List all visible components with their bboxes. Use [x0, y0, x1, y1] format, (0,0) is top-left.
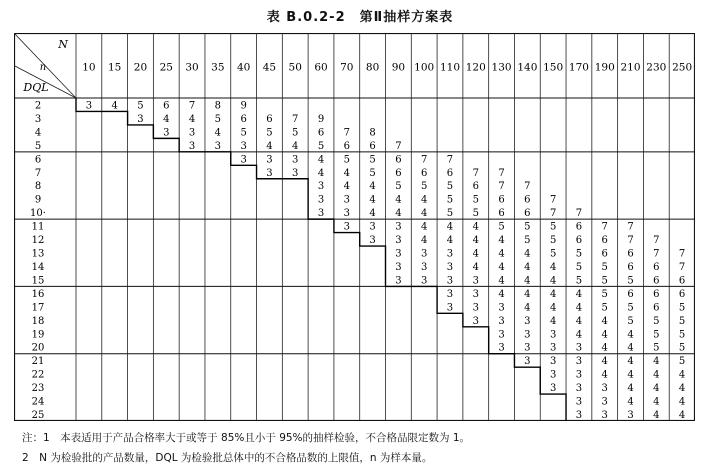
cell-value: 7 — [395, 140, 402, 152]
column-header: 150 — [543, 61, 564, 74]
cell-value: 3 — [549, 383, 557, 395]
cell-value: 5 — [369, 154, 376, 166]
cell-value: 4 — [343, 167, 350, 179]
cell-value: 6 — [524, 208, 531, 220]
column-header: 110 — [439, 61, 461, 74]
cell-value: 5 — [549, 235, 557, 247]
column-header: 40 — [236, 61, 251, 74]
cell-value: 3 — [240, 154, 247, 166]
cell-value: 4 — [627, 356, 634, 368]
cell-value: 3 — [369, 221, 376, 233]
row-label: 7 — [34, 167, 42, 179]
cell-value: 4 — [498, 248, 505, 260]
cell-value: 3 — [575, 396, 583, 408]
cell-value: 5 — [678, 329, 686, 341]
cell-value: 6 — [653, 275, 660, 287]
cell-value: 3 — [601, 383, 608, 395]
cell-value: 3 — [498, 329, 505, 341]
cell-value: 3 — [395, 248, 402, 260]
cell-value: 5 — [498, 221, 505, 233]
column-header: 250 — [672, 61, 693, 74]
cell-value: 5 — [653, 329, 660, 341]
cell-value: 6 — [369, 140, 376, 152]
column-header: 140 — [517, 61, 538, 74]
column-headers — [82, 62, 692, 74]
cell-value: 3 — [549, 369, 557, 381]
corner-label-n-lower: n — [39, 62, 47, 73]
cell-value: 3 — [524, 356, 531, 368]
cell-value: 3 — [601, 396, 608, 408]
cell-value: 4 — [498, 261, 505, 273]
cell-value: 3 — [446, 248, 454, 260]
cell-value: 3 — [575, 410, 583, 421]
cell-value: 4 — [421, 208, 428, 220]
cell-value: 6 — [575, 221, 583, 233]
cell-value: 6 — [678, 288, 686, 300]
cell-value: 4 — [524, 288, 531, 300]
cell-value: 3 — [524, 342, 531, 354]
cell-value: 3 — [240, 140, 247, 152]
table-frame — [15, 34, 695, 421]
cell-value: 3 — [446, 261, 454, 273]
cell-value: 3 — [163, 127, 170, 139]
row-label: 18 — [31, 315, 45, 327]
footnote-1: 注：1 本表适用于产品合格率大于或等于 85%且小于 95%的抽样检验，不合格品限定数为 1。 — [22, 432, 471, 444]
cell-value: 5 — [653, 342, 660, 354]
cell-value: 3 — [317, 208, 325, 220]
cell-value: 5 — [472, 208, 479, 220]
corner-label-dql: DQL — [23, 81, 49, 94]
cell-value: 3 — [575, 356, 583, 368]
cell-value: 4 — [627, 383, 634, 395]
cell-value: 5 — [137, 100, 144, 112]
cell-value: 5 — [575, 275, 583, 287]
cell-value: 4 — [678, 396, 686, 408]
cell-value: 6 — [575, 235, 583, 247]
cell-value: 4 — [472, 248, 479, 260]
cell-value: 4 — [524, 275, 531, 287]
column-header: 30 — [185, 61, 199, 74]
cell-value: 3 — [292, 167, 299, 179]
cell-value: 4 — [549, 288, 557, 300]
cell-value: 3 — [524, 329, 531, 341]
cell-value: 5 — [549, 221, 557, 233]
row-label: 23 — [31, 383, 45, 395]
cell-value: 4 — [369, 194, 376, 206]
row-label: 2 — [34, 100, 42, 112]
row-label: 14 — [31, 261, 45, 273]
cell-value: 5 — [549, 248, 557, 260]
cell-value: 6 — [678, 275, 686, 287]
cell-value: 4 — [446, 235, 454, 247]
cell-value: 4 — [575, 315, 583, 327]
cell-value: 3 — [601, 410, 608, 421]
cell-value: 4 — [421, 194, 428, 206]
cell-value: 3 — [575, 383, 583, 395]
cell-value: 5 — [653, 315, 660, 327]
cell-value: 3 — [343, 221, 350, 233]
row-label: 24 — [31, 396, 45, 408]
cell-value: 3 — [472, 288, 479, 300]
cell-value: 4 — [653, 369, 660, 381]
cell-value: 4 — [266, 140, 273, 152]
cell-value: 4 — [549, 315, 557, 327]
cell-value: 5 — [446, 181, 454, 193]
cell-value: 9 — [317, 113, 325, 125]
cell-value: 3 — [317, 181, 325, 193]
cell-value: 7 — [653, 235, 660, 247]
cell-value: 7 — [446, 154, 454, 166]
row-label: 20 — [31, 342, 45, 354]
row-label: 3 — [34, 113, 42, 125]
cell-value: 5 — [601, 275, 608, 287]
cell-value: 5 — [292, 127, 299, 139]
cell-value: 5 — [421, 181, 428, 193]
column-header: 50 — [288, 61, 302, 74]
cell-value: 4 — [678, 383, 686, 395]
cell-value: 3 — [343, 194, 350, 206]
cell-value: 7 — [472, 167, 479, 179]
cell-value: 4 — [214, 127, 222, 139]
cell-value: 4 — [575, 329, 583, 341]
row-label: 16 — [31, 288, 45, 300]
cell-value: 7 — [627, 235, 634, 247]
cell-value: 6 — [601, 248, 608, 260]
cell-value: 5 — [446, 194, 454, 206]
cell-value: 4 — [292, 140, 299, 152]
cell-value: 3 — [575, 369, 583, 381]
row-label: 12 — [31, 235, 45, 247]
cell-value: 3 — [395, 235, 402, 247]
column-header: 190 — [594, 61, 615, 74]
cell-value: 3 — [498, 342, 505, 354]
cell-value: 6 — [653, 302, 660, 314]
cell-value: 3 — [549, 356, 557, 368]
cell-value: 4 — [524, 302, 531, 314]
cell-value: 5 — [472, 194, 479, 206]
cell-value: 5 — [601, 261, 608, 273]
cell-value: 3 — [421, 248, 428, 260]
cell-value: 3 — [472, 302, 479, 314]
cell-value: 5 — [446, 208, 454, 220]
cell-value: 4 — [601, 356, 608, 368]
cell-value: 5 — [601, 302, 608, 314]
corner-label-n-upper: N — [58, 38, 68, 51]
cell-value: 4 — [549, 261, 557, 273]
cell-value: 6 — [317, 127, 325, 139]
column-header: 70 — [340, 61, 354, 74]
cell-value: 5 — [524, 235, 531, 247]
column-header: 210 — [620, 61, 641, 74]
column-header: 100 — [414, 61, 435, 74]
cell-value: 3 — [549, 342, 557, 354]
cell-value: 6 — [524, 194, 531, 206]
cell-value: 3 — [575, 342, 583, 354]
cell-value: 4 — [653, 356, 660, 368]
cell-value: 3 — [214, 140, 222, 152]
cell-value: 6 — [395, 154, 402, 166]
cell-value: 3 — [395, 261, 402, 273]
cell-value: 3 — [292, 154, 299, 166]
cell-value: 5 — [317, 140, 325, 152]
cell-value: 3 — [369, 235, 376, 247]
row-label: 13 — [31, 248, 45, 260]
cell-value: 5 — [678, 302, 686, 314]
cell-value: 5 — [524, 221, 531, 233]
cell-value: 6 — [395, 167, 402, 179]
cell-value: 4 — [163, 113, 170, 125]
cell-value: 4 — [421, 235, 428, 247]
column-header: 15 — [108, 61, 122, 74]
cell-value: 5 — [343, 154, 350, 166]
cell-value: 4 — [601, 369, 608, 381]
cell-value: 4 — [343, 181, 350, 193]
cell-value: 7 — [498, 167, 505, 179]
cell-value: 5 — [395, 181, 402, 193]
cell-value: 5 — [627, 275, 634, 287]
cell-value: 3 — [188, 140, 196, 152]
cell-value: 3 — [85, 100, 93, 112]
cell-value: 3 — [343, 208, 350, 220]
table-grid — [14, 33, 695, 421]
row-label: 15 — [31, 275, 45, 287]
cell-value: 4 — [395, 208, 402, 220]
cell-value: 3 — [395, 275, 402, 287]
cell-value: 4 — [601, 342, 608, 354]
cell-value: 4 — [627, 369, 634, 381]
column-header: 80 — [365, 61, 380, 74]
cell-value: 4 — [446, 221, 454, 233]
cell-value: 7 — [678, 261, 686, 273]
row-label: 19 — [31, 329, 45, 341]
cell-value: 3 — [524, 315, 531, 327]
row-label: 22 — [31, 369, 45, 381]
cell-value: 4 — [549, 302, 557, 314]
cell-value: 5 — [627, 302, 634, 314]
cell-value: 4 — [498, 235, 505, 247]
table-title: 表 B.0.2-2 第Ⅱ抽样方案表 — [266, 10, 454, 25]
row-label: 8 — [34, 181, 42, 193]
cell-value: 4 — [627, 329, 634, 341]
cell-value: 3 — [421, 261, 428, 273]
cell-value: 7 — [498, 181, 505, 193]
cell-value: 6 — [163, 100, 170, 112]
cell-value: 3 — [137, 113, 144, 125]
row-label: 25 — [31, 410, 45, 421]
cell-value: 4 — [421, 221, 428, 233]
row-label: 10· — [30, 208, 46, 220]
row-label: 21 — [31, 356, 45, 368]
cell-value: 7 — [678, 248, 686, 260]
cell-value: 3 — [627, 410, 634, 421]
cell-value: 6 — [472, 181, 479, 193]
cell-value: 7 — [575, 208, 583, 220]
column-header: 10 — [82, 61, 96, 74]
cell-value: 5 — [601, 288, 608, 300]
cell-value: 6 — [627, 261, 634, 273]
cell-value: 4 — [317, 154, 325, 166]
cell-value: 4 — [498, 288, 505, 300]
cell-value: 5 — [627, 315, 634, 327]
row-label: 4 — [34, 127, 42, 139]
cell-value: 7 — [524, 181, 531, 193]
cell-value: 4 — [549, 275, 557, 287]
cell-value: 6 — [653, 261, 660, 273]
cell-value: 3 — [472, 275, 479, 287]
cell-value: 6 — [627, 248, 634, 260]
column-header: 170 — [568, 61, 589, 74]
cell-value: 4 — [575, 288, 583, 300]
column-header: 60 — [314, 61, 328, 74]
cell-value: 5 — [266, 127, 273, 139]
cell-value: 4 — [653, 383, 660, 395]
cell-value: 6 — [240, 113, 247, 125]
cell-value: 3 — [317, 194, 325, 206]
cell-value: 4 — [111, 100, 118, 112]
cell-value: 6 — [343, 140, 350, 152]
cell-value: 4 — [317, 167, 325, 179]
cell-value: 4 — [601, 315, 608, 327]
cell-value: 6 — [498, 208, 505, 220]
cell-value: 4 — [498, 275, 505, 287]
column-header: 25 — [159, 61, 173, 74]
cell-value: 7 — [549, 194, 557, 206]
cell-value: 6 — [421, 167, 428, 179]
cell-value: 5 — [678, 342, 686, 354]
cell-value: 6 — [627, 288, 634, 300]
column-header: 130 — [491, 61, 512, 74]
cell-value: 7 — [601, 221, 608, 233]
cell-value: 3 — [395, 221, 402, 233]
row-label: 5 — [34, 140, 42, 152]
column-header: 90 — [391, 61, 406, 74]
row-labels — [30, 100, 46, 421]
cell-value: 9 — [240, 100, 247, 112]
cell-value: 4 — [627, 396, 634, 408]
cell-value: 6 — [653, 288, 660, 300]
cell-value: 5 — [575, 261, 583, 273]
row-label: 11 — [31, 221, 45, 233]
cell-value: 3 — [446, 275, 454, 287]
cell-value: 6 — [446, 167, 454, 179]
row-label: 17 — [31, 302, 45, 314]
cell-value: 6 — [498, 194, 505, 206]
column-header: 45 — [262, 61, 277, 74]
cell-value: 4 — [472, 235, 479, 247]
cell-value: 5 — [678, 356, 686, 368]
cell-value: 4 — [472, 221, 479, 233]
cell-value: 7 — [653, 248, 660, 260]
cell-value: 4 — [524, 261, 531, 273]
cell-value: 5 — [240, 127, 247, 139]
cell-value: 3 — [498, 315, 505, 327]
cell-value: 7 — [292, 113, 299, 125]
cell-value: 4 — [472, 261, 479, 273]
cell-value: 7 — [188, 100, 196, 112]
column-header: 35 — [211, 61, 225, 74]
cell-value: 7 — [627, 221, 634, 233]
cell-value: 8 — [369, 127, 376, 139]
cell-value: 5 — [678, 315, 686, 327]
cell-value: 7 — [421, 154, 428, 166]
cell-value: 4 — [369, 208, 376, 220]
cell-value: 4 — [395, 194, 402, 206]
cell-value: 6 — [601, 235, 608, 247]
cell-value: 4 — [678, 369, 686, 381]
row-label: 6 — [34, 154, 42, 166]
cell-value: 8 — [214, 100, 222, 112]
cell-value: 3 — [188, 127, 196, 139]
cell-value: 3 — [266, 167, 273, 179]
cell-value: 4 — [678, 410, 686, 421]
cell-value: 4 — [524, 248, 531, 260]
cell-value: 4 — [188, 113, 196, 125]
cell-value: 3 — [446, 288, 454, 300]
cell-value: 7 — [343, 127, 350, 139]
cell-value: 5 — [214, 113, 222, 125]
cell-value: 7 — [549, 208, 557, 220]
sampling-plan-table — [14, 33, 695, 421]
cell-value: 5 — [575, 248, 583, 260]
cell-value: 4 — [653, 396, 660, 408]
cell-value: 3 — [498, 302, 505, 314]
column-header: 230 — [646, 61, 667, 74]
cell-value: 3 — [472, 315, 479, 327]
cell-value: 4 — [653, 410, 660, 421]
cell-value: 3 — [549, 329, 557, 341]
cell-value: 3 — [421, 275, 428, 287]
cell-value: 5 — [369, 167, 376, 179]
cell-value: 4 — [575, 302, 583, 314]
footnote-2: 2 N 为检验批的产品数量，DQL 为检验批总体中的不合格品数的上限值，n 为样本量。 — [22, 452, 433, 464]
cell-value: 4 — [627, 342, 634, 354]
cell-value: 3 — [266, 154, 273, 166]
cell-value: 4 — [369, 181, 376, 193]
column-header: 20 — [133, 61, 148, 74]
column-header: 120 — [465, 61, 486, 74]
cell-value: 3 — [446, 302, 454, 314]
row-label: 9 — [34, 194, 42, 206]
cell-value: 6 — [266, 113, 273, 125]
cell-value: 4 — [601, 329, 608, 341]
